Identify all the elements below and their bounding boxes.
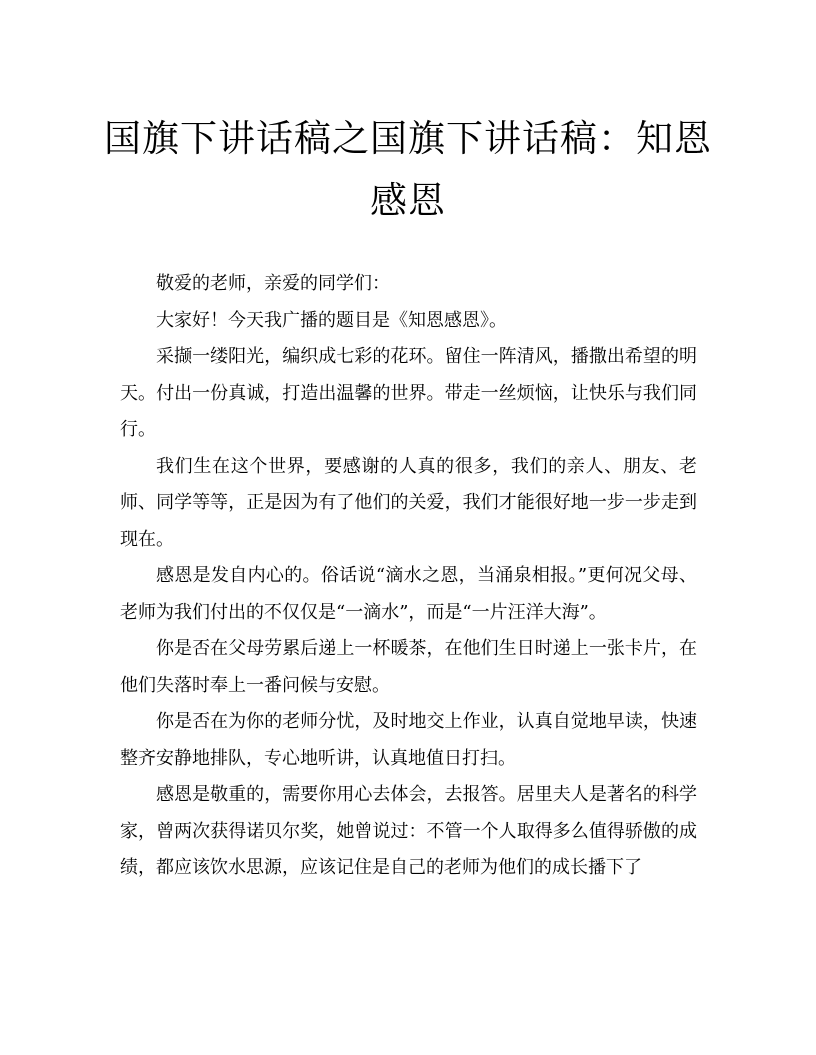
paragraph-sunshine: 采撷一缕阳光，编织成七彩的花环。留住一阵清风，播撒出希望的明天。付出一份真诚，打造出温馨的世界。带走一丝烦恼，让快乐与我们同行。 (120, 346, 697, 440)
paragraph-teachers: 你是否在为你的老师分忧，及时地交上作业，认真自觉地早读，快速整齐安静地排队，专心地听讲，认真地值日打扫。 (120, 711, 697, 769)
paragraph-thanks: 我们生在这个世界，要感谢的人真的很多，我们的亲人、朋友、老师、同学等等，正是因为有了他们的关爱，我们才能很好地一步一步走到现在。 (120, 455, 697, 550)
paragraph-parents: 你是否在父母劳累后递上一杯暖茶，在他们生日时递上一张卡片，在他们失落时奉上一番问候与安慰。 (120, 638, 697, 696)
paragraph-intro: 大家好！今天我广播的题目是《知恩感恩》。 (156, 309, 507, 331)
paragraph-greeting: 敬爱的老师，亲爱的同学们： (156, 273, 390, 294)
document-body (120, 266, 697, 887)
paragraph-curie: 感恩是敬重的，需要你用心去体会，去报答。居里夫人是著名的科学家，曾两次获得诺贝尔奖，她曾说过：不管一个人取得多么值得骄傲的成绩，都应该饮水思源，应该记住是自己的老师为他们的成长播下了 (120, 784, 697, 878)
document-title: 国旗下讲话稿之国旗下讲话稿：知恩感恩 (104, 117, 712, 222)
paragraph-gratitude-heart: 感恩是发自内心的。俗话说“滴水之恩，当涌泉相报。”更何况父母、老师为我们付出的不仅仅是“一滴水”，而是“一片汪洋大海”。 (120, 565, 697, 623)
